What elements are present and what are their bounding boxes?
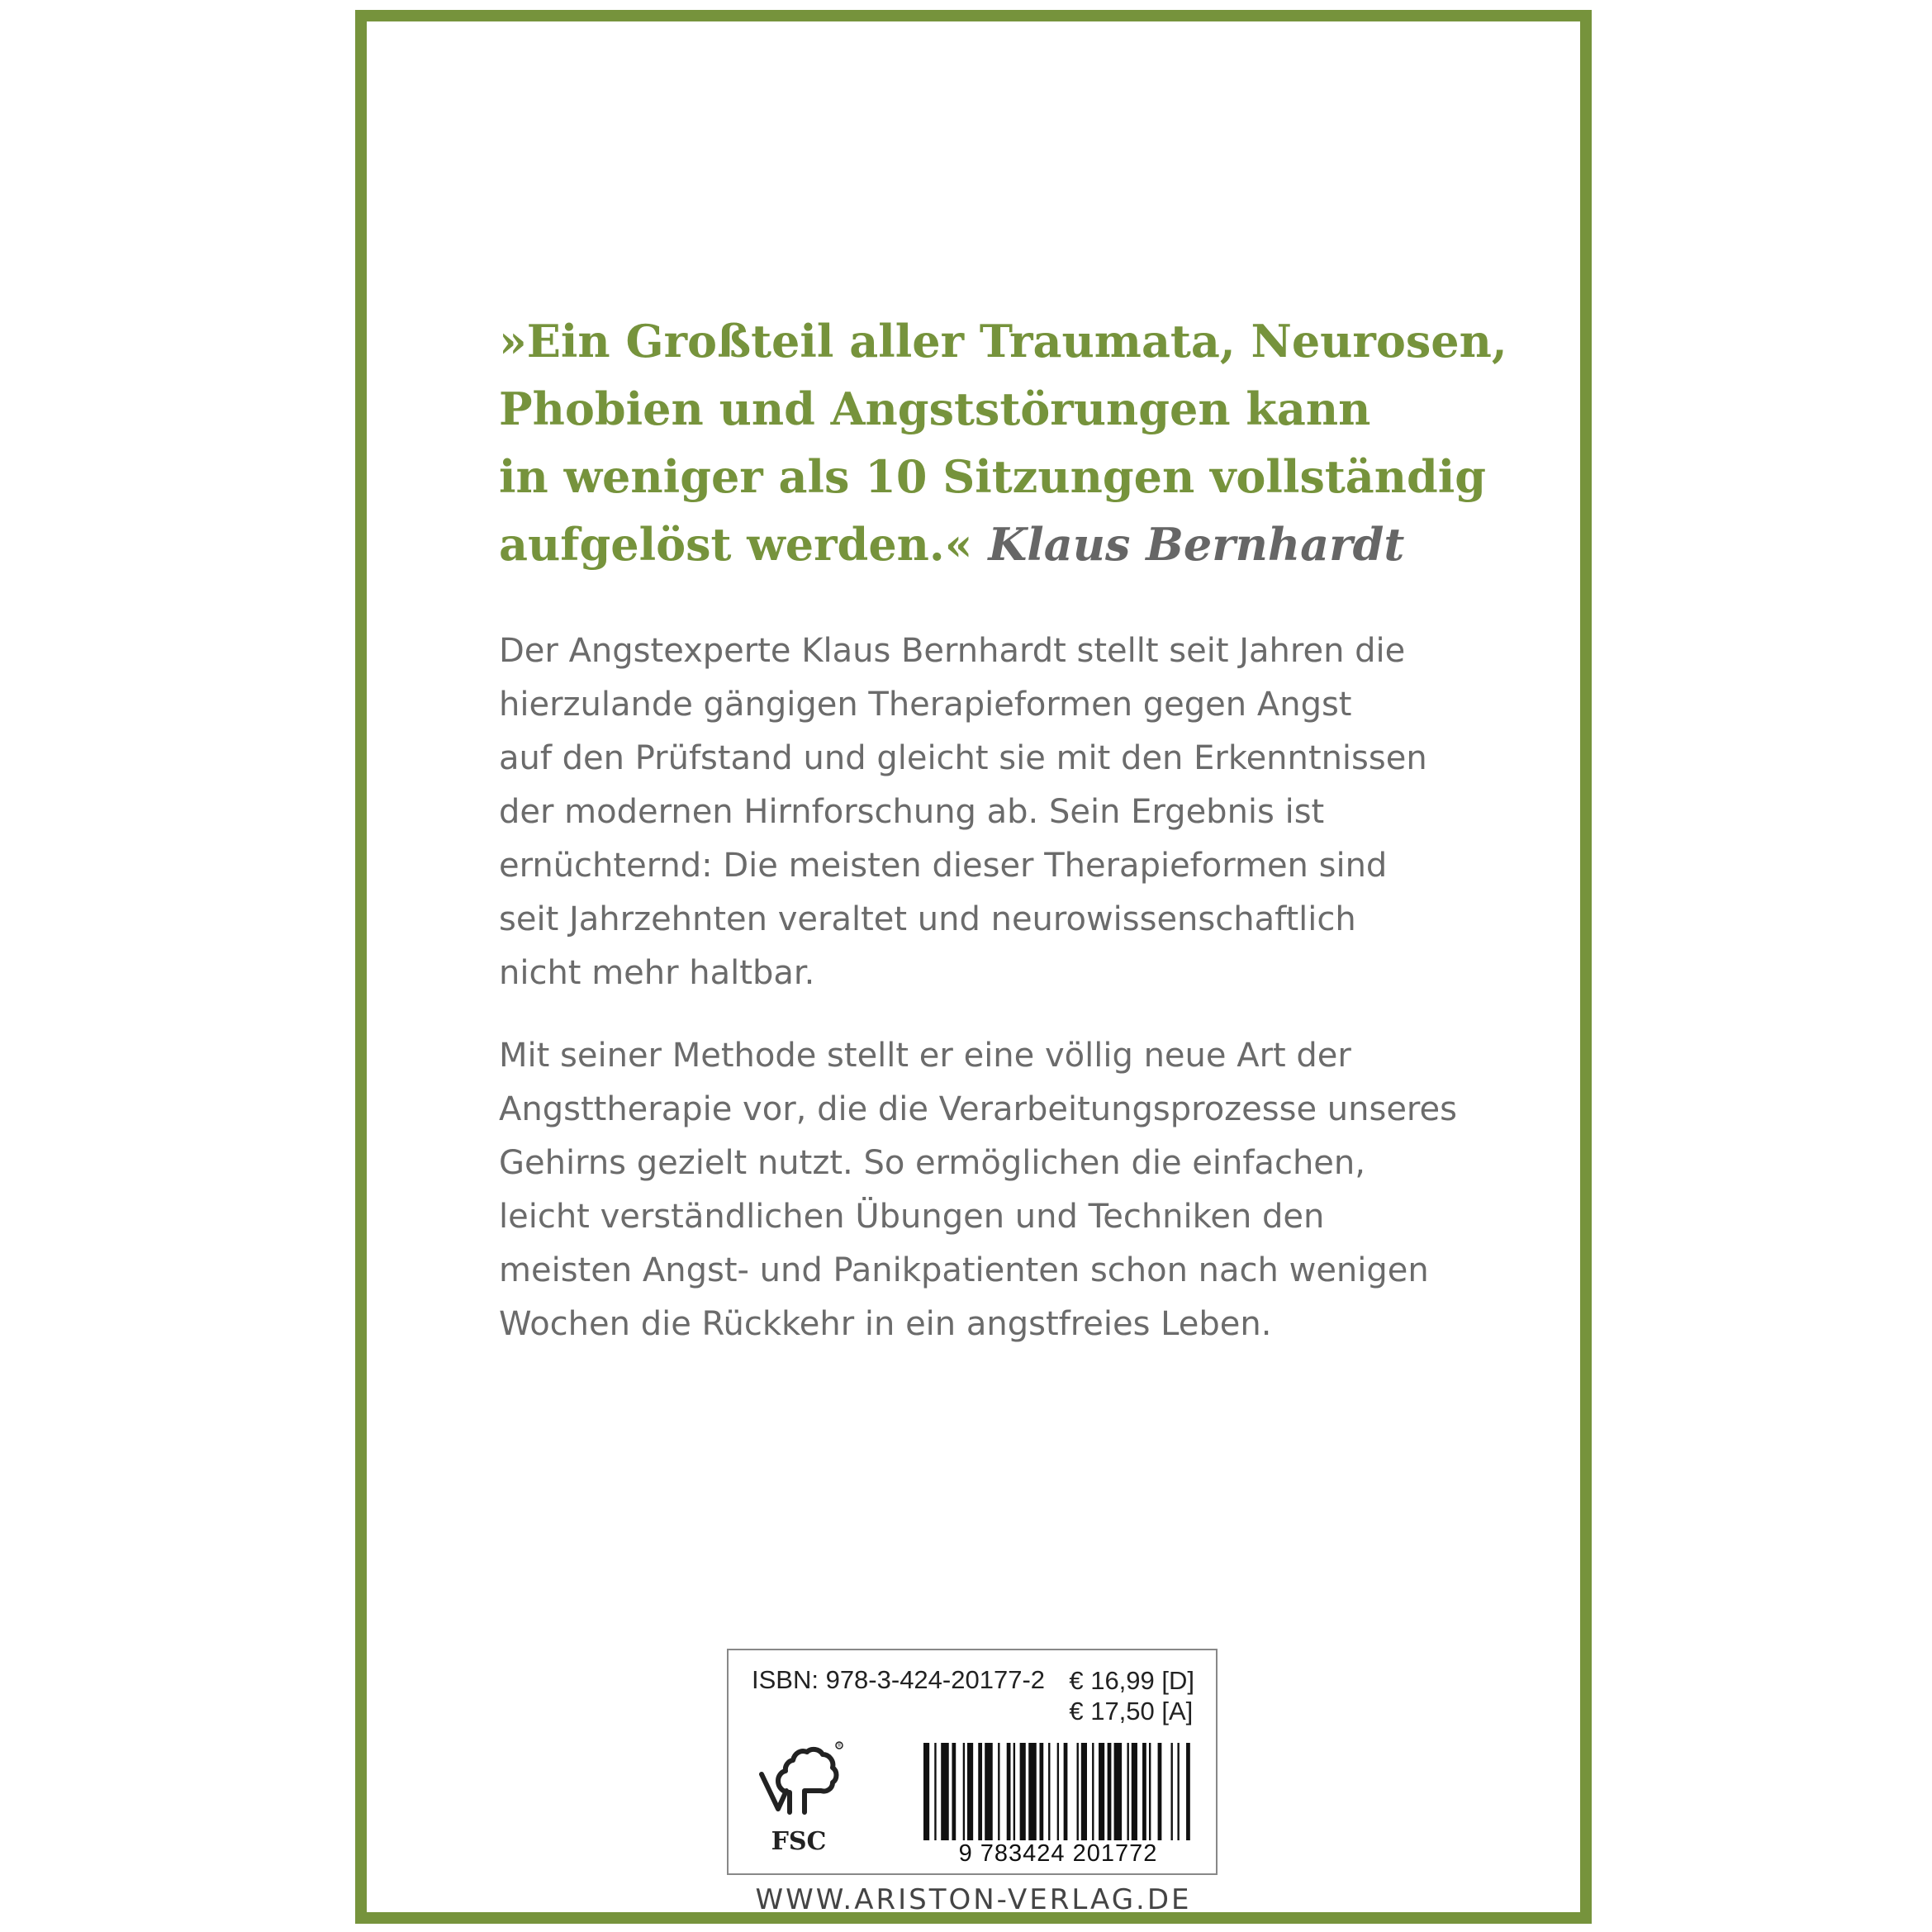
barcode-bar [1081,1743,1087,1842]
barcode-bar [1048,1743,1050,1842]
paragraph-line: ernüchternd: Die meisten dieser Therapieformen sind [499,847,1388,885]
barcode-bar [1057,1743,1059,1842]
barcode-bar [1039,1743,1043,1842]
paragraph-line: meisten Angst- und Panikpatienten schon nach wenigen [499,1251,1429,1289]
fsc-registered-mark: ® [837,1744,842,1749]
barcode-bar [1171,1743,1173,1842]
paragraph-line: hierzulande gängigen Therapieformen gegen Angst [499,686,1352,724]
barcode-bar [1064,1743,1068,1842]
quote-line: Phobien und Angststörungen kann [499,382,1371,435]
fsc-tree-graphic [753,1741,844,1827]
barcode-bar [941,1743,949,1842]
barcode-bar [978,1743,982,1842]
barcode-bar [963,1743,965,1842]
blurb-quote [499,307,1507,578]
paragraph-line: Angsttherapie vor, die die Verarbeitungsprozesse unseres [499,1090,1457,1128]
barcode-bar [1142,1743,1146,1842]
barcode-bar [923,1743,929,1842]
barcode-bar [1158,1743,1162,1842]
publisher-website: WWW.ARISTON-VERLAG.DE [755,1883,1192,1916]
paragraph-line: nicht mehr haltbar. [499,954,815,992]
barcode-bar [1007,1743,1011,1842]
barcode-bar [1177,1743,1179,1842]
paragraph-line: leicht verständlichen Übungen und Techniken den [499,1198,1325,1236]
barcode-icon [920,1743,1196,1867]
barcode-bar [1108,1743,1112,1842]
paragraph-line: seit Jahrzehnten veraltet und neurowissenschaftlich [499,900,1356,938]
barcode-bar [998,1743,999,1842]
description-paragraph-1 [499,624,1490,1000]
barcode-bar [934,1743,936,1842]
price-austria: € 17,50 [A] [1069,1697,1194,1726]
paragraph-line: der modernen Hirnforschung ab. Sein Ergebnis ist [499,793,1325,831]
barcode-bar [967,1743,973,1842]
paragraph-line: Mit seiner Methode stellt er eine völlig neue Art der [499,1037,1351,1075]
barcode-digits: 9 783424 201772 [920,1840,1196,1868]
isbn-number: ISBN: 978-3-424-20177-2 [752,1665,1046,1694]
quote-line-text: aufgelöst werden.« [499,518,973,571]
barcode-bar [985,1743,993,1842]
barcode-bar [952,1743,956,1842]
paragraph-line: Der Angstexperte Klaus Bernhardt stellt seit Jahren die [499,632,1406,670]
quote-line-last [499,510,1507,578]
barcode-bar [1186,1743,1190,1842]
fsc-label: FSC [771,1827,827,1856]
quote-line: in weniger als 10 Sitzungen vollständig [499,450,1487,503]
barcode-bar [1013,1743,1015,1842]
price-list [1069,1665,1194,1726]
paragraph-line: auf den Prüfstand und gleicht sie mit den Erkenntnissen [499,739,1427,777]
quote-author: Klaus Bernhardt [988,518,1405,571]
price-germany: € 16,99 [D] [1069,1666,1194,1695]
barcode-bar [1149,1743,1151,1842]
barcode-bars [920,1743,1196,1842]
paragraph-line: Wochen die Rückkehr in ein angstfreies Leben. [499,1305,1272,1343]
barcode-bar [1077,1743,1079,1842]
barcode-bar [1028,1743,1037,1842]
isbn-barcode-box [727,1649,1218,1875]
barcode-bar [1114,1743,1123,1842]
barcode-bar [1132,1743,1137,1842]
barcode-bar [1127,1743,1128,1842]
quote-line: »Ein Großteil aller Traumata, Neurosen, [499,315,1507,368]
barcode-bar [1092,1743,1094,1842]
description-paragraph-2 [499,1029,1490,1351]
fsc-tree-logo-icon [753,1741,844,1857]
barcode-bar [1099,1743,1104,1842]
barcode-bar [1020,1743,1026,1842]
paragraph-line: Gehirns gezielt nutzt. So ermöglichen die einfachen, [499,1144,1365,1182]
